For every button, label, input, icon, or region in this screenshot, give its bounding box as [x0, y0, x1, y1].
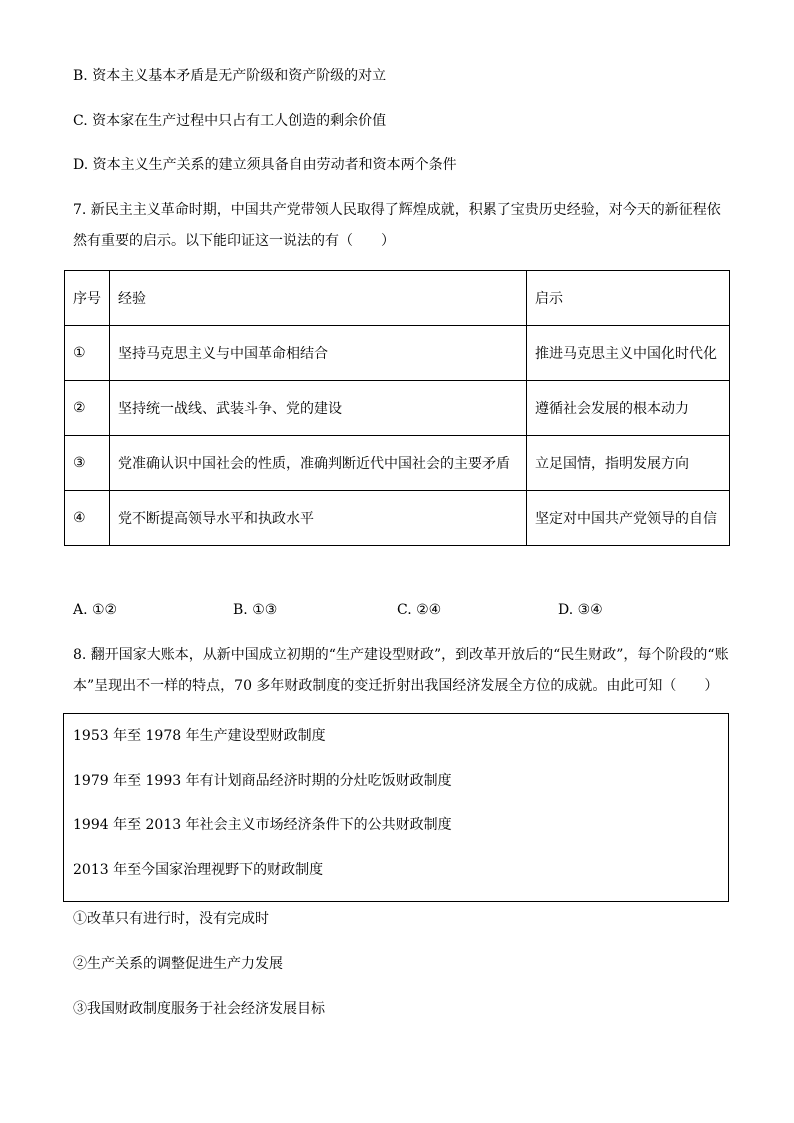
row-experience: 党准确认识中国社会的性质，准确判断近代中国社会的主要矛盾 — [110, 436, 527, 491]
q6-option-b: B. 资本主义基本矛盾是无产阶级和资产阶级的对立 — [73, 68, 387, 84]
table-row — [65, 491, 730, 546]
q6-option-c: C. 资本家在生产过程中只占有工人创造的剩余价值 — [73, 113, 387, 129]
q8-statement-1: ①改革只有进行时，没有完成时 — [73, 911, 269, 927]
row-experience: 党不断提高领导水平和执政水平 — [110, 491, 527, 546]
row-experience: 坚持统一战线、武装斗争、党的建设 — [110, 381, 527, 436]
q7-stem-line-1: 7. 新民主主义革命时期，中国共产党带领人民取得了辉煌成就，积累了宝贵历史经验，对今天的新征程依 — [73, 202, 721, 218]
row-inspiration: 推进马克思主义中国化时代化 — [527, 326, 730, 381]
table-row — [65, 326, 730, 381]
row-experience: 坚持马克思主义与中国革命相结合 — [110, 326, 527, 381]
row-number: ① — [65, 326, 110, 381]
q8-stem-line-1: 8. 翻开国家大账本，从新中国成立初期的“生产建设型财政”，到改革开放后的“民生财政”，每个阶段的“账 — [73, 647, 729, 663]
row-inspiration: 坚定对中国共产党领导的自信 — [527, 491, 730, 546]
q8-fiscal-system-box — [63, 713, 729, 902]
table-row — [65, 436, 730, 491]
q7-experience-table — [64, 270, 730, 546]
row-inspiration: 遵循社会发展的根本动力 — [527, 381, 730, 436]
q8-stem-line-2: 本”呈现出不一样的特点，70 多年财政制度的变迁折射出我国经济发展全方位的成就。由此可知（ ） — [73, 678, 719, 694]
q8-statement-3: ③我国财政制度服务于社会经济发展目标 — [73, 1001, 325, 1017]
row-inspiration: 立足国情，指明发展方向 — [527, 436, 730, 491]
header-inspiration: 启示 — [527, 271, 730, 326]
q7-option-d: D. ③④ — [558, 602, 603, 618]
q7-option-c: C. ②④ — [397, 602, 442, 618]
q7-stem-line-2: 然有重要的启示。以下能印证这一说法的有（ ） — [73, 233, 395, 249]
q7-option-b: B. ①③ — [233, 602, 278, 618]
table-row — [65, 381, 730, 436]
header-experience: 经验 — [110, 271, 527, 326]
row-number: ③ — [65, 436, 110, 491]
table-header-row — [65, 271, 730, 326]
fiscal-period-line: 2013 年至今国家治理视野下的财政制度 — [73, 862, 324, 878]
header-number: 序号 — [65, 271, 110, 326]
q8-statement-2: ②生产关系的调整促进生产力发展 — [73, 956, 283, 972]
q7-option-a: A. ①② — [73, 602, 118, 618]
fiscal-period-line: 1994 年至 2013 年社会主义市场经济条件下的公共财政制度 — [73, 817, 452, 833]
row-number: ② — [65, 381, 110, 436]
fiscal-period-line: 1979 年至 1993 年有计划商品经济时期的分灶吃饭财政制度 — [73, 773, 452, 789]
q6-option-d: D. 资本主义生产关系的建立须具备自由劳动者和资本两个条件 — [73, 157, 457, 173]
fiscal-period-line: 1953 年至 1978 年生产建设型财政制度 — [73, 728, 326, 744]
row-number: ④ — [65, 491, 110, 546]
